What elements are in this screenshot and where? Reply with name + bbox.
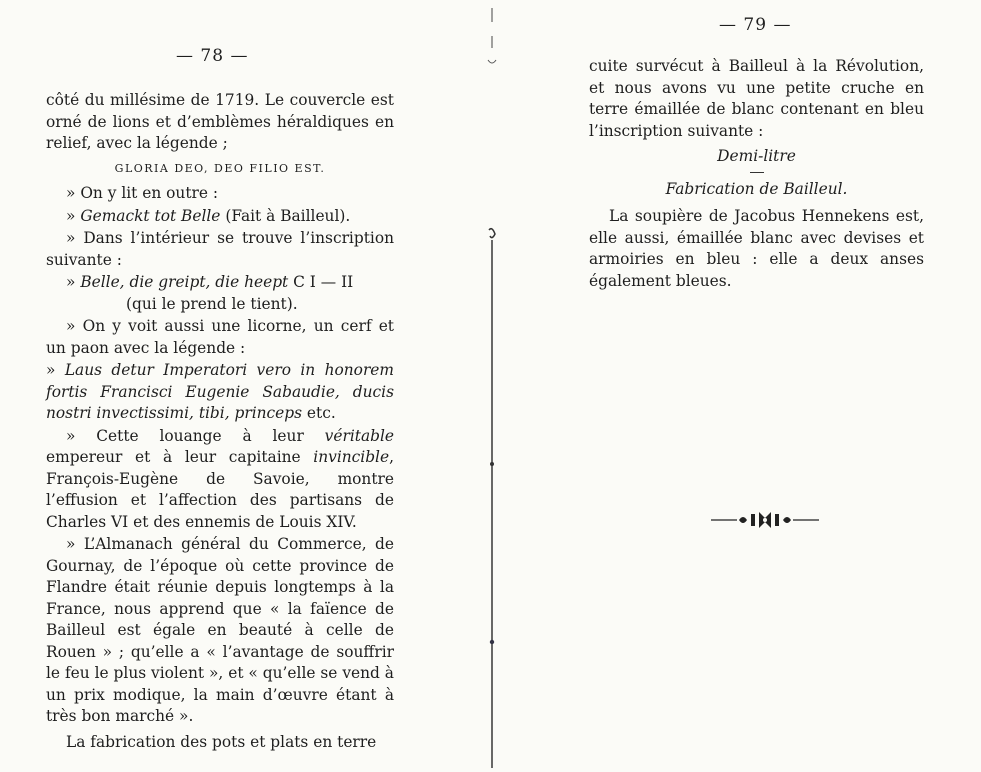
paragraph: » Gemackt tot Belle (Fait à Bailleul). <box>66 206 351 225</box>
latin-legend: » Laus detur Imperatori vero in honorem fortis Francisci Eugenie Sabaudie, ducis nostri invectissimi, tibi, princeps etc. <box>46 361 395 422</box>
paragraph: » Cette louange à leur véritable empereur et à leur capitaine invincible, François-Eugène de Savoie, montre l’effusion et l’affection des partisans de Charles VI et des ennemis de Louis XIV. <box>46 426 394 531</box>
divider <box>750 172 764 173</box>
inscription-translation: (qui le prend le tient). <box>126 294 298 313</box>
legend-text: GLORIA DEO, DEO FILIO EST. <box>114 161 326 175</box>
left-page-body <box>46 90 394 754</box>
inscription-line: Fabrication de Bailleul. <box>665 179 848 198</box>
inscription: » Belle, die greipt, die heept C I — II <box>66 273 354 291</box>
right-page-body <box>589 56 924 293</box>
paragraph: La soupière de Jacobus Hennekens est, elle aussi, émaillée blanc avec devises et armoiries en bleu : elle a deux anses également bleues. <box>589 207 924 290</box>
paragraph: La fabrication des pots et plats en terre <box>66 732 377 751</box>
paragraph: côté du millésime de 1719. Le couvercle est orné de lions et d’emblèmes héraldiques en relief, avec la légende ; <box>46 91 394 152</box>
left-page <box>0 0 488 768</box>
page-number-left: — 78 — <box>176 46 249 66</box>
paragraph: » On y voit aussi une licorne, un cerf et un paon avec la légende : <box>46 317 394 357</box>
inscription-line: Demi-litre <box>717 147 796 165</box>
right-page <box>497 0 981 768</box>
paragraph: cuite survécut à Bailleul à la Révolution, et nous avons vu une petite cruche en terre émaillée de blanc contenant en bleu l’inscription suivante : <box>589 57 924 140</box>
fleuron-ornament-icon <box>709 508 821 532</box>
paragraph: » L’Almanach général du Commerce, de Gournay, de l’époque où cette province de Flandre était réunie depuis longtemps à la France, nous apprend que « la faïence de Bailleul est égale en beauté à celle de Rouen » ; qu’elle a « l’avantage de souffrir le feu le plus violent », et « qu’elle se vend à un prix modique, la main d’œuvre étant à très bon marché ». <box>46 535 394 725</box>
paragraph: » On y lit en outre : <box>66 184 219 202</box>
page-number-right: — 79 — <box>719 15 792 35</box>
paragraph: » Dans l’intérieur se trouve l’inscription suivante : <box>46 229 394 269</box>
